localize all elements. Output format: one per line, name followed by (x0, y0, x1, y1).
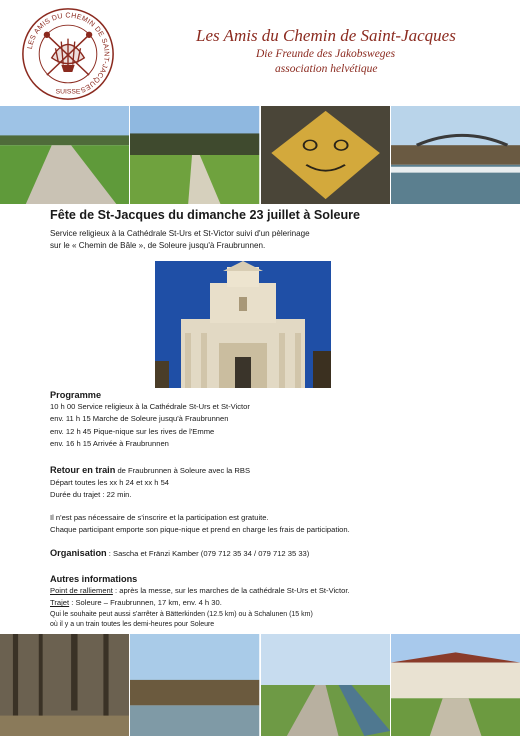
top-photo-strip (0, 106, 520, 204)
meeting-point-text: : après la messe, sur les marches de la cathédrale St-Urs et St-Victor. (112, 586, 350, 596)
bottom-photo-strip (0, 634, 520, 736)
photo-cathedral (155, 261, 331, 388)
photo-canal-path (261, 634, 390, 736)
organisation-section (50, 547, 490, 560)
photo-river-bridge (391, 106, 520, 204)
photo-countryside-path (0, 106, 129, 204)
stop-note: Qui le souhaite peut aussi s'arrêter à Bätterkinden (12.5 km) ou à Schalunen (15 km) (50, 610, 313, 618)
return-heading-detail: de Fraubrunnen à Soleure avec la RBS (115, 466, 251, 475)
route (50, 597, 490, 609)
return-departures: Départ toutes les xx h 24 et xx h 54 (50, 478, 170, 488)
programme-item: 10 h 00 Service religieux à la Cathédrale St-Urs et St-Victor (50, 402, 250, 412)
return-heading: Retour en train (50, 465, 116, 475)
org-subtitle-french: association helvétique (275, 63, 378, 75)
participation-info (50, 512, 490, 536)
info-line: Il n'est pas nécessaire de s'inscrire et la participation est gratuite. (50, 513, 269, 522)
programme-section (50, 389, 490, 450)
return-duration: Durée du trajet : 22 min. (50, 490, 132, 500)
org-title: Les Amis du Chemin de Saint-Jacques (196, 26, 456, 45)
organisation-contacts: : Sascha et Fränzi Kamber (079 712 35 34 / 079 712 35 33) (106, 549, 310, 558)
route-label: Trajet (50, 598, 70, 608)
logo-ring-text: LES AMIS DU CHEMIN DE SAINT-JACQUES (25, 11, 111, 95)
event-header (50, 207, 490, 252)
association-logo (20, 6, 116, 102)
photo-river-bank (130, 634, 259, 736)
event-intro (50, 228, 490, 252)
return-section (50, 464, 490, 502)
event-title: Fête de St-Jacques du dimanche 23 juillet à Soleure (50, 208, 361, 222)
programme-heading: Programme (50, 390, 102, 400)
photo-chateau (391, 634, 520, 736)
photo-forest-trail (0, 634, 129, 736)
intro-line: Service religieux à la Cathédrale St-Urs et St-Victor suivi d'un pèlerinage (50, 229, 310, 238)
programme-item: env. 12 h 45 Pique-nique sur les rives de l'Emme (50, 426, 215, 436)
return-heading-line (50, 464, 490, 477)
programme-item: env. 11 h 15 Marche de Soleure jusqu'à Fraubrunnen (50, 414, 229, 424)
other-info-heading: Autres informations (50, 574, 138, 584)
route-text: : Soleure – Fraubrunnen, 17 km, env. 4 h 30. (69, 598, 222, 608)
info-line: Chaque participant emporte son pique-nique et prend en charge les frais de participation. (50, 525, 350, 535)
meeting-point (50, 585, 490, 597)
header (0, 0, 520, 105)
programme-item: env. 16 h 15 Arrivée à Fraubrunnen (50, 438, 169, 448)
other-info-section (50, 573, 490, 631)
train-note: où il y a un train toutes les demi-heures pour Soleure (50, 621, 215, 629)
logo-country-text: SUISSE (55, 88, 81, 96)
photo-forest-field (130, 106, 259, 204)
meeting-point-label: Point de ralliement (50, 586, 113, 596)
intro-line: sur le « Chemin de Bâle », de Soleure jusqu'à Fraubrunnen. (50, 241, 266, 250)
organisation-label: Organisation (50, 548, 107, 558)
photo-smiley-waymark (261, 106, 390, 204)
org-subtitle-german: Die Freunde des Jakobsweges (256, 48, 396, 60)
